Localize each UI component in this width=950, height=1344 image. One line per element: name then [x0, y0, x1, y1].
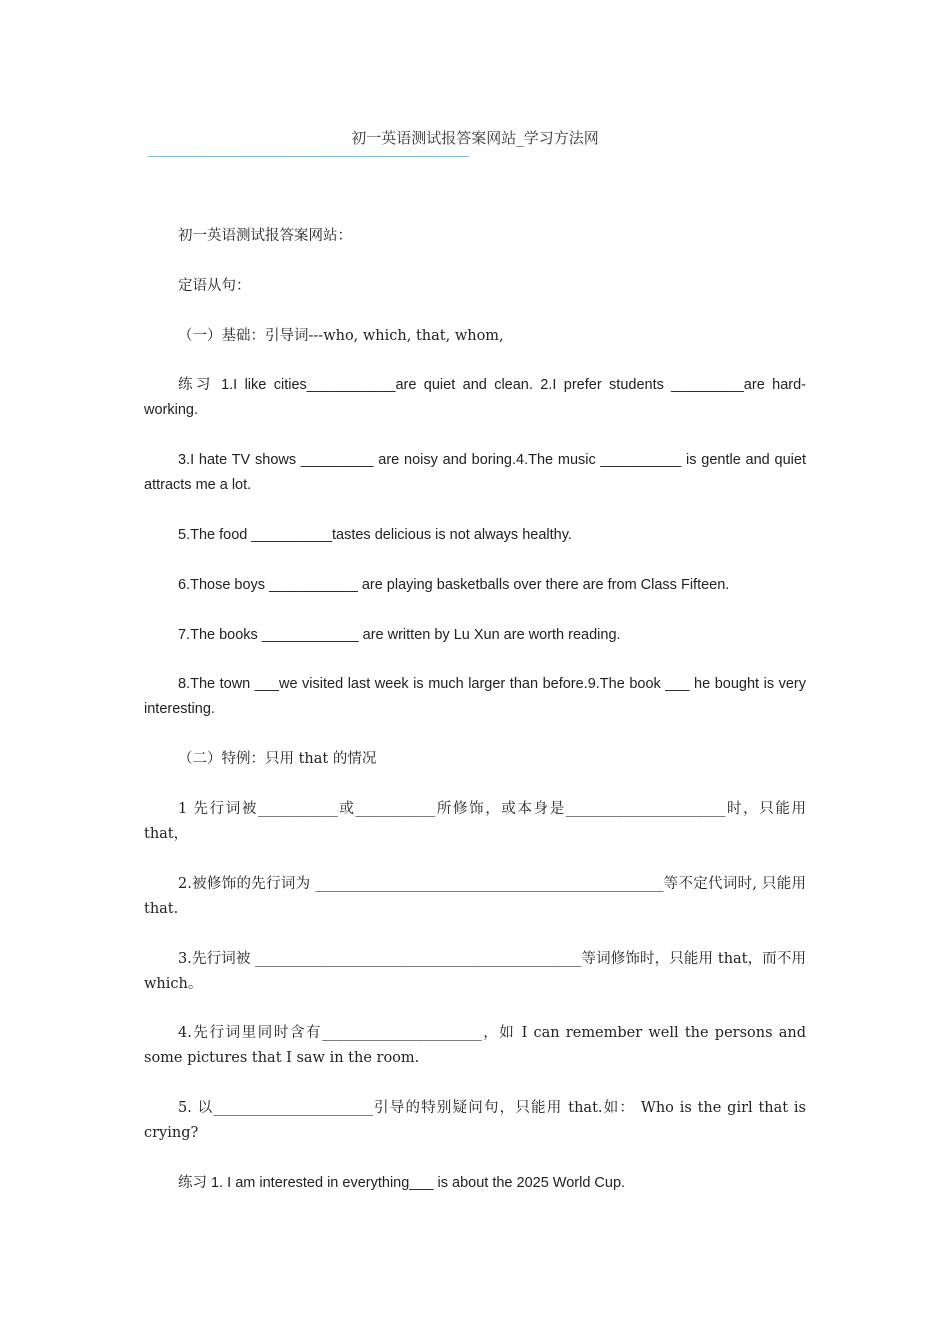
paragraph-basics: （一）基础：引导词---who, which, that, whom, — [178, 327, 504, 344]
rule-line-1: 1 先行词被___________或___________所修饰，或本身是______________________时，只能用 that， — [144, 800, 806, 842]
exercise-line-2: 3.I hate TV shows _________ are noisy and boring.4.The music __________ is gentle and quiet attracts me a lot. — [144, 452, 806, 494]
rule-line-4: 4.先行词里同时含有______________________，如 I can remember well the persons and some pictures that I saw in the room. — [144, 1025, 806, 1067]
title-divider: ————————————————————————————————————————— — [148, 150, 469, 164]
exercise-line-1: 练习 1.I like cities___________are quiet and clean. 2.I prefer students _________are hard-working. — [144, 377, 806, 419]
paragraph-intro: 初一英语测试报答案网站： — [178, 228, 352, 244]
exercise-line-5: 7.The books ____________ are written by Lu Xun are worth reading. — [178, 626, 621, 643]
exercise-line-7: 练习 1. I am interested in everything___ is about the 2025 World Cup. — [178, 1174, 626, 1191]
document-title: 初一英语测试报答案网站_学习方法网 — [351, 129, 599, 147]
document-body — [144, 224, 806, 1221]
rule-line-5: 5. 以______________________引导的特别疑问句，只能用 that.如： Who is the girl that is crying? — [144, 1100, 806, 1142]
paragraph-special-cases: （二）特例：只用 that 的情况 — [178, 751, 377, 768]
exercise-line-4: 6.Those boys ___________ are playing basketballs over there are from Class Fifteen. — [178, 576, 730, 593]
exercise-line-6: 8.The town ___we visited last week is much larger than before.9.The book ___ he bought is very interesting. — [144, 676, 806, 718]
rule-line-3: 3.先行词被 _____________________________________________等词修饰时，只能用 that，而不用 which。 — [144, 950, 806, 992]
exercise-line-3: 5.The food __________tastes delicious is not always healthy. — [178, 526, 572, 543]
rule-line-2: 2.被修饰的先行词为 ________________________________________________等不定代词时, 只能用 that. — [144, 875, 806, 917]
paragraph-section-heading: 定语从句： — [178, 277, 251, 294]
